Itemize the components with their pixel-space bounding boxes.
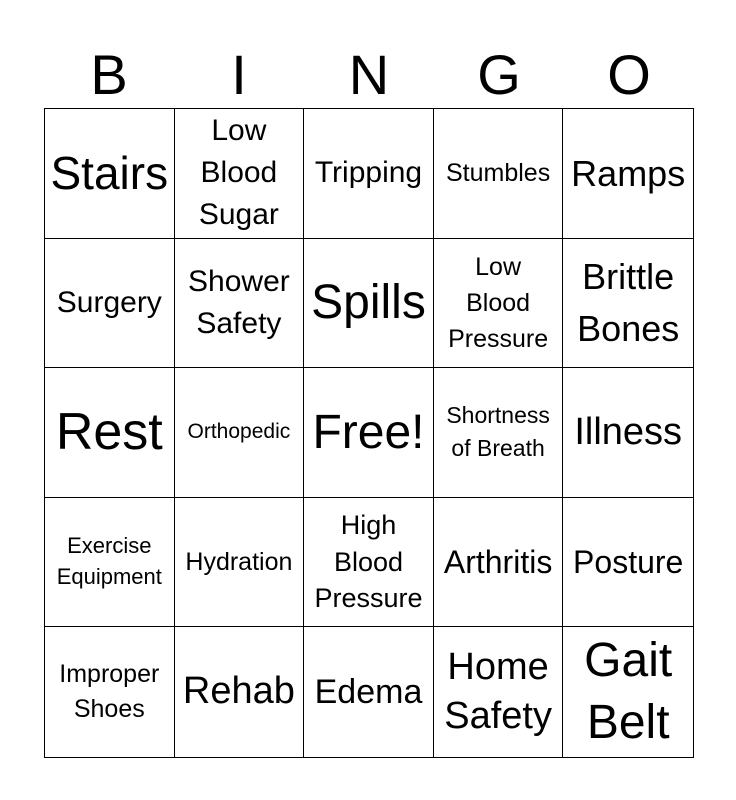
- bingo-cell[interactable]: [304, 498, 434, 628]
- bingo-cell-label: Arthritis: [443, 543, 553, 580]
- header-letter-b: B: [90, 43, 128, 106]
- bingo-cell[interactable]: [563, 498, 693, 628]
- bingo-cell-label: Ramps: [571, 152, 686, 194]
- bingo-cell-label: Stairs: [50, 146, 169, 199]
- bingo-cell-label: Home Safety: [444, 645, 552, 738]
- bingo-cell-label: Rest: [55, 402, 163, 461]
- bingo-cell[interactable]: [434, 627, 564, 757]
- bingo-cell[interactable]: [45, 627, 175, 757]
- bingo-cell-label: Orthopedic: [187, 420, 291, 444]
- bingo-cell-label: Exercise Equipment: [56, 533, 162, 590]
- bingo-cell[interactable]: [304, 627, 434, 757]
- bingo-cell[interactable]: [175, 368, 305, 498]
- bingo-cell[interactable]: [45, 239, 175, 369]
- bingo-cell-label: Improper Shoes: [59, 660, 160, 724]
- bingo-cell-label: Gait Belt: [584, 633, 673, 750]
- bingo-cell[interactable]: [175, 239, 305, 369]
- header-letter-n: N: [348, 43, 390, 106]
- bingo-cell-label: Shower Safety: [188, 264, 290, 340]
- bingo-cell[interactable]: [175, 109, 305, 239]
- bingo-cell-label: Hydration: [185, 547, 293, 576]
- bingo-cell[interactable]: [304, 368, 434, 498]
- bingo-cell[interactable]: [304, 109, 434, 239]
- bingo-header: [44, 42, 694, 108]
- bingo-cell[interactable]: [45, 498, 175, 628]
- bingo-cell[interactable]: [434, 498, 564, 628]
- bingo-cell-label: Tripping: [314, 156, 423, 190]
- header-letter-g: G: [477, 43, 521, 106]
- bingo-cell-label: Free!: [312, 405, 425, 459]
- header-letter-o: O: [607, 43, 651, 106]
- bingo-cell-label: Surgery: [56, 285, 162, 319]
- bingo-cell[interactable]: [45, 109, 175, 239]
- bingo-cell[interactable]: [175, 627, 305, 757]
- header-letter-i: I: [231, 43, 247, 106]
- bingo-cell-label: Rehab: [182, 670, 295, 713]
- bingo-cell[interactable]: [563, 239, 693, 369]
- bingo-cell-label: Brittle Bones: [577, 255, 680, 349]
- bingo-cell[interactable]: [434, 239, 564, 369]
- bingo-cell[interactable]: [45, 368, 175, 498]
- bingo-cell[interactable]: [563, 627, 693, 757]
- bingo-card-grid: [44, 108, 694, 758]
- bingo-cell-label: Edema: [314, 672, 423, 711]
- bingo-cell-label: Low Blood Pressure: [448, 252, 549, 354]
- bingo-cell-label: Stumbles: [445, 158, 551, 187]
- bingo-cell[interactable]: [563, 368, 693, 498]
- bingo-cell-label: Shortness of Breath: [446, 402, 550, 462]
- bingo-cell[interactable]: [434, 109, 564, 239]
- bingo-cell[interactable]: [304, 239, 434, 369]
- bingo-cell[interactable]: [434, 368, 564, 498]
- bingo-cell-label: High Blood Pressure: [314, 510, 423, 614]
- bingo-cell-label: Spills: [311, 276, 426, 330]
- bingo-cell-label: Posture: [573, 543, 684, 580]
- bingo-cell[interactable]: [175, 498, 305, 628]
- bingo-cell-label: Illness: [574, 410, 683, 453]
- bingo-cell[interactable]: [563, 109, 693, 239]
- bingo-cell-label: Low Blood Sugar: [198, 114, 279, 232]
